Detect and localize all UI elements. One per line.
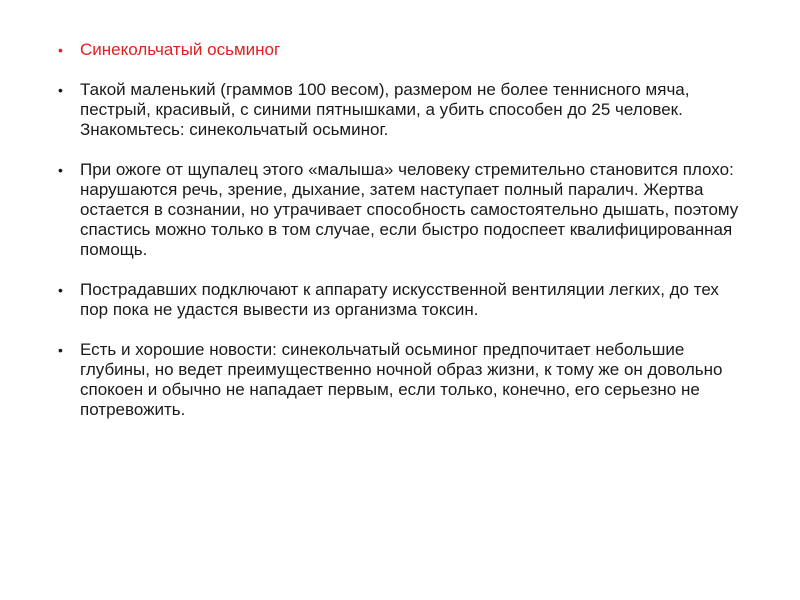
paragraph-treatment xyxy=(58,280,740,320)
bullet-icon: • xyxy=(58,82,63,98)
bullet-list xyxy=(58,40,740,420)
bullet-icon: • xyxy=(58,342,63,358)
paragraph-description xyxy=(58,80,740,140)
paragraph-text: Такой маленький (граммов 100 весом), размером не более теннисного мяча, пестрый, красивый, с синими пятнышками, а убить способен до 25 человек. Знакомьтесь: синекольчатый осьминог. xyxy=(80,80,690,139)
paragraph-text: Пострадавших подключают к аппарату искусственной вентиляции легких, до тех пор пока не удастся вывести из организма токсин. xyxy=(80,280,719,319)
paragraph-good-news xyxy=(58,340,740,420)
paragraph-text: При ожоге от щупалец этого «малыша» человеку стремительно становится плохо: нарушаются речь, зрение, дыхание, затем наступает полный паралич. Жертва остается в сознании, но утрачивает способность самостоятельно дышать, поэтому спастись можно только в том случае, если быстро подоспеет квалифицированная помощь. xyxy=(80,160,739,259)
bullet-icon: • xyxy=(58,282,63,298)
slide-heading xyxy=(58,40,740,60)
bullet-icon: • xyxy=(58,162,63,178)
heading-text: Синекольчатый осьминог xyxy=(80,40,281,59)
paragraph-symptoms xyxy=(58,160,740,260)
paragraph-text: Есть и хорошие новости: синекольчатый осьминог предпочитает небольшие глубины, но ведет преимущественно ночной образ жизни, к тому же он довольно спокоен и обычно не нападает первым, если только, конечно, его серьезно не потревожить. xyxy=(80,340,723,419)
bullet-icon: • xyxy=(58,42,63,58)
